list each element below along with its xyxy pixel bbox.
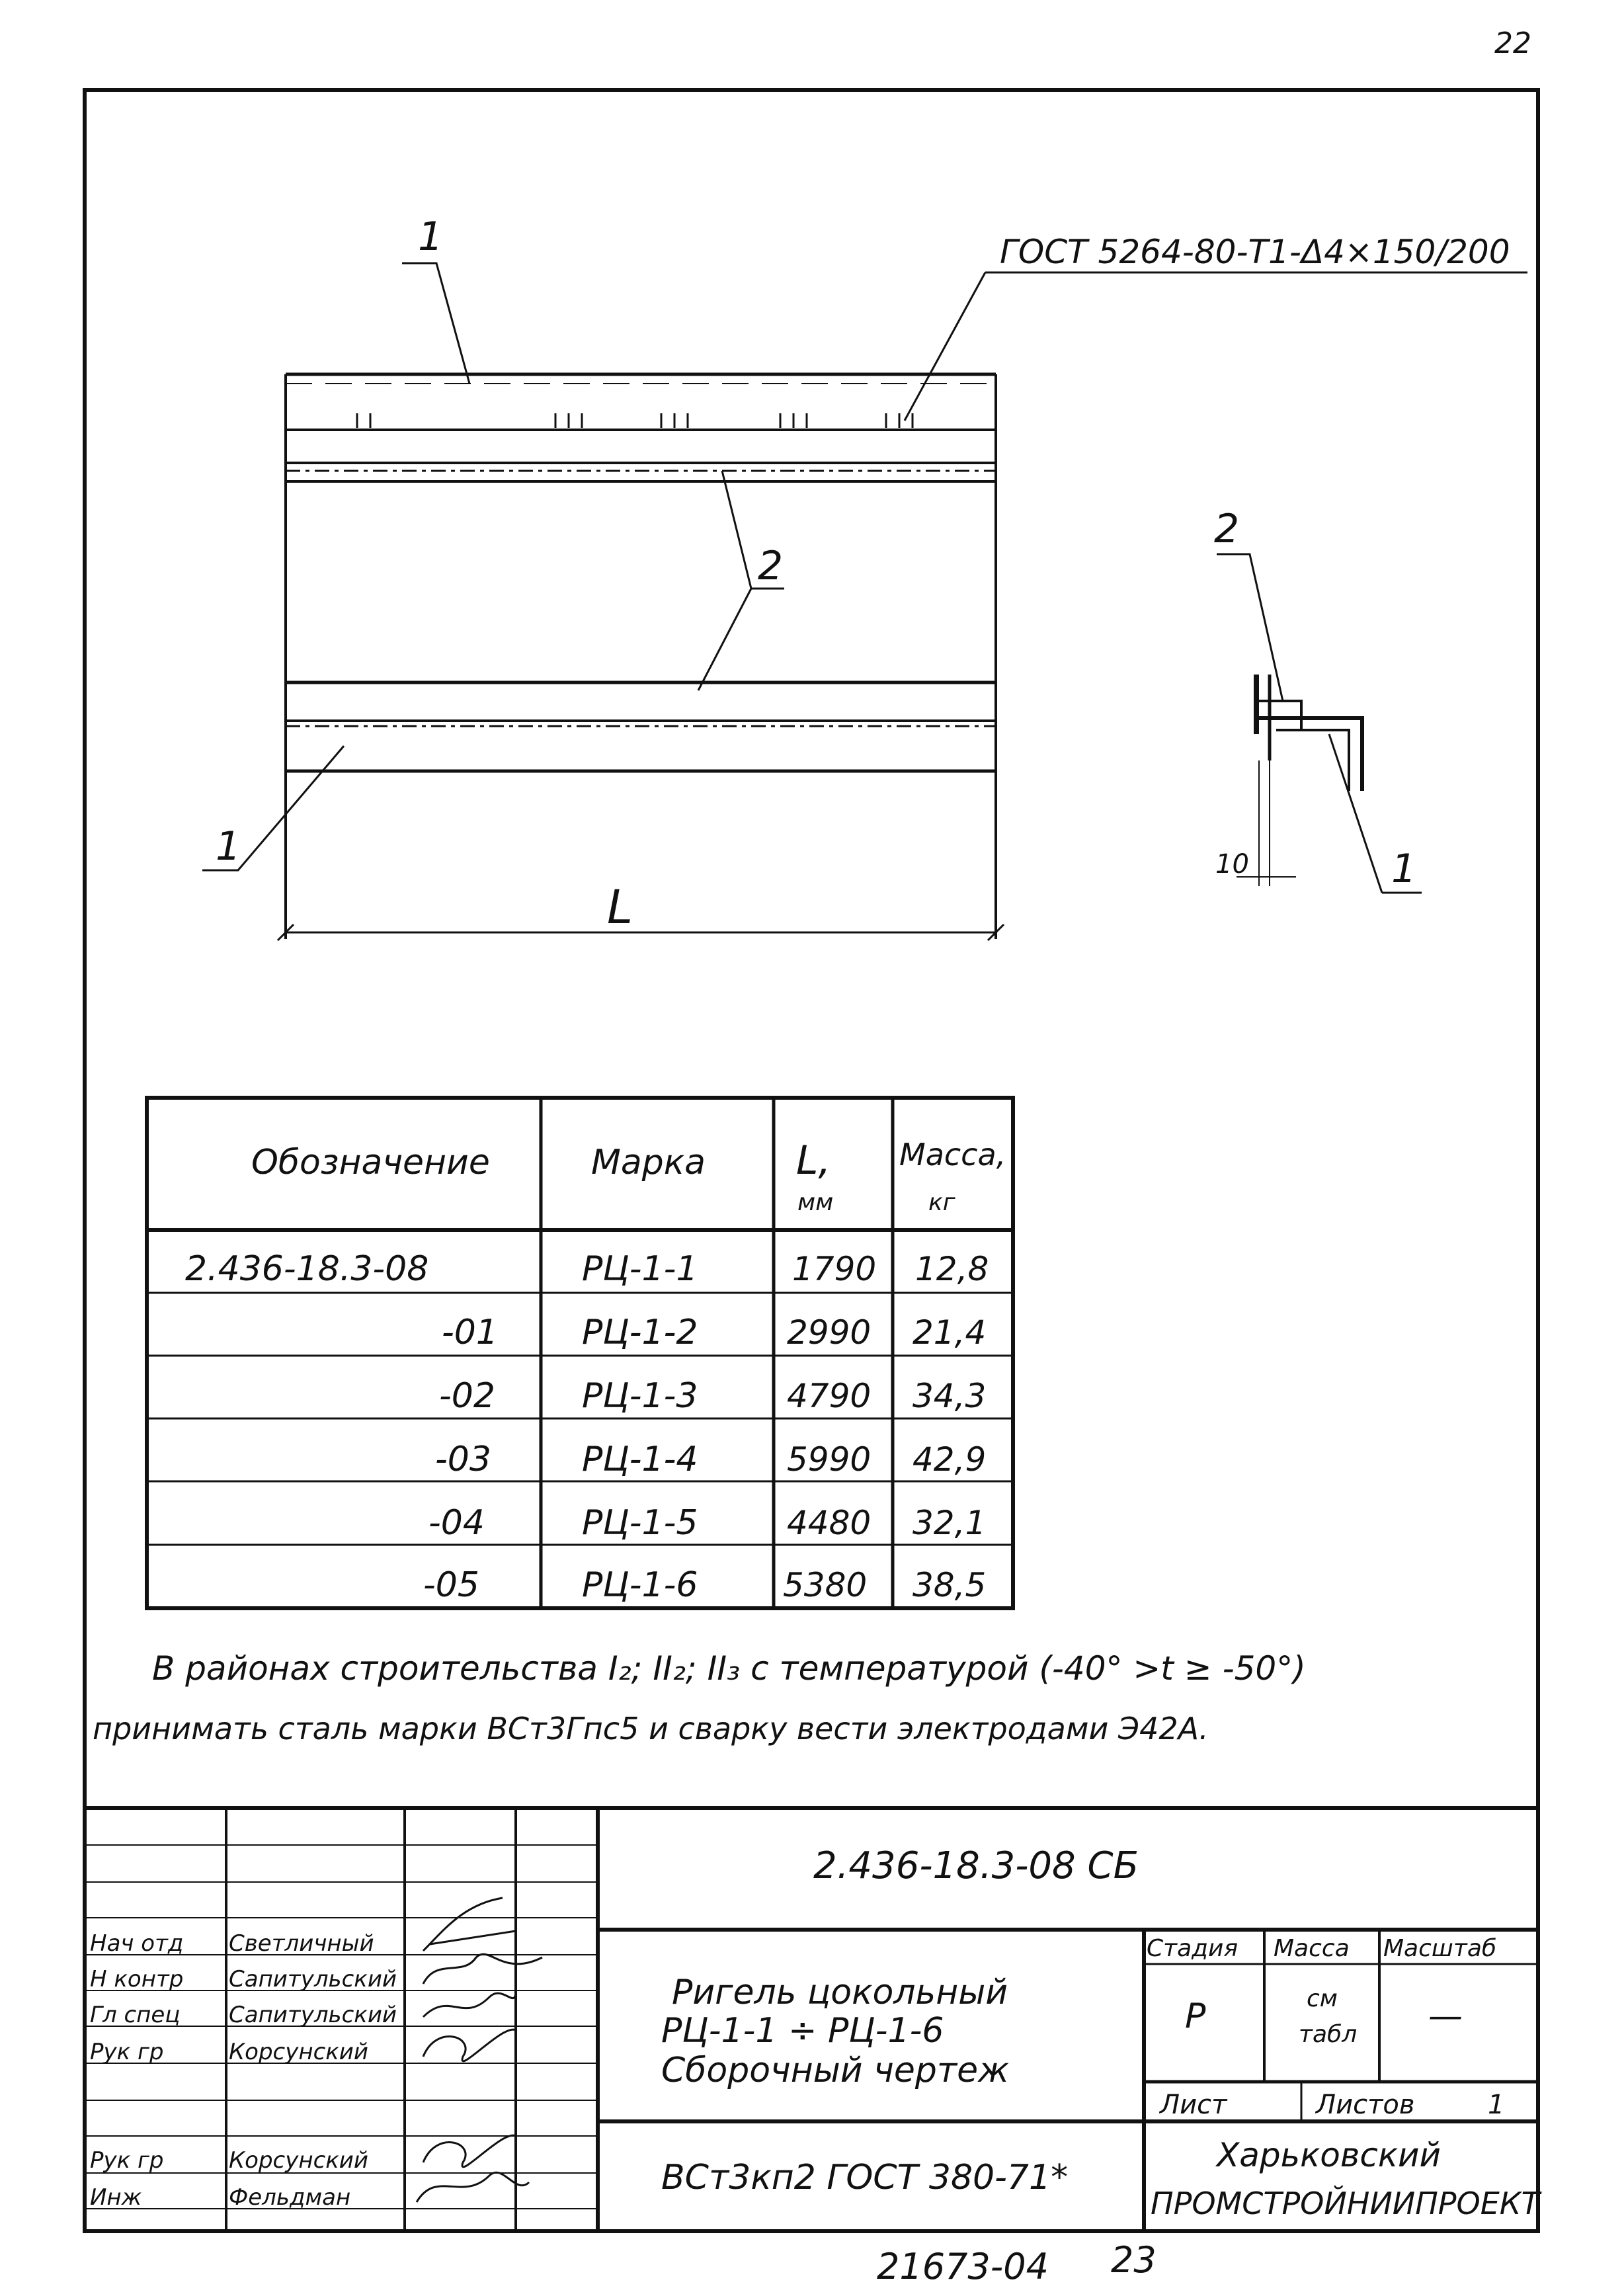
page-number: 22 (1494, 26, 1531, 60)
signature-name: Сапитульский (229, 2002, 397, 2028)
callout-1-top: 1 (418, 214, 444, 260)
cell-mass: 12,8 (915, 1250, 989, 1288)
length-label: L (607, 880, 633, 934)
cell-mark: РЦ-1-1 (582, 1249, 698, 1289)
cell-mark: РЦ-1-2 (582, 1313, 698, 1352)
signature-name: Корсунский (229, 2039, 368, 2065)
signature-name: Светличный (229, 1930, 374, 1957)
title-line-3: Сборочный чертеж (661, 2051, 1009, 2090)
note-line-1: В районах строительства I₂; II₂; II₃ с температурой (-40° >t ≥ -50°) (152, 1649, 1306, 1688)
cell-mass: 34,3 (913, 1377, 987, 1415)
signature-role: Инж (90, 2184, 142, 2211)
cell-designation: 2.436-18.3-08 (185, 1249, 429, 1289)
cell-mark: РЦ-1-3 (582, 1376, 698, 1416)
cell-designation: -04 (428, 1503, 485, 1543)
mass-value-2: табл (1299, 2021, 1358, 2048)
cell-length: 1790 (792, 1250, 877, 1288)
callout-1-bottom: 1 (216, 823, 241, 870)
signature-role: Гл спец (90, 2002, 181, 2028)
doc-number: 2.436-18.3-08 СБ (813, 1844, 1139, 1887)
sheets-label: Листов (1316, 2090, 1415, 2120)
header-designation: Обозначение (251, 1143, 490, 1182)
cell-length: 5380 (783, 1566, 868, 1604)
sheet-label: Лист (1160, 2090, 1227, 2120)
cell-length: 4790 (787, 1377, 872, 1415)
title-line-1: Ригель цокольный (672, 1973, 1008, 2012)
scale-value: — (1428, 1996, 1463, 2036)
section-dim-10: 10 (1215, 849, 1249, 880)
cell-length: 4480 (787, 1504, 872, 1542)
footer-page: 23 (1111, 2239, 1157, 2281)
stage-header: Стадия (1147, 1935, 1238, 1962)
header-length: L, (796, 1137, 831, 1184)
mass-value-1: см (1307, 1985, 1338, 2012)
beam-elevation (202, 263, 1527, 940)
table-row (428, 1503, 986, 1543)
section-callout-1: 1 (1391, 846, 1417, 892)
cell-mass: 21,4 (913, 1313, 987, 1352)
header-length-unit: мм (797, 1189, 834, 1216)
table-row (442, 1313, 986, 1352)
header-mark: Марка (591, 1143, 706, 1182)
table-row (435, 1440, 986, 1479)
cell-designation: -05 (423, 1565, 479, 1605)
archive-number: 21673-04 (877, 2246, 1049, 2287)
signature-role: Н контр (90, 1966, 184, 1992)
cell-designation: -03 (435, 1440, 491, 1479)
gost-weld-note: ГОСТ 5264-80-Т1-Δ4×150/200 (1000, 233, 1510, 271)
title-line-2: РЦ-1-1 ÷ РЦ-1-6 (661, 2011, 944, 2051)
cell-mass: 32,1 (913, 1504, 987, 1542)
table-row (439, 1376, 986, 1416)
cell-mass: 42,9 (913, 1440, 987, 1479)
signature-name: Сапитульский (229, 1966, 397, 1992)
note-line-2: принимать сталь марки ВСт3Гпс5 и сварку вести электродами Э42А. (93, 1711, 1209, 1746)
mass-header: Масса (1274, 1935, 1350, 1962)
cell-length: 5990 (787, 1440, 872, 1479)
cell-mark: РЦ-1-6 (582, 1565, 698, 1605)
header-mass-unit: кг (928, 1189, 955, 1216)
cell-mark: РЦ-1-5 (582, 1503, 698, 1543)
stage-value: Р (1185, 1996, 1206, 2036)
org-line-2: ПРОМСТРОЙНИИПРОЕКТ (1151, 2186, 1540, 2221)
cell-mass: 38,5 (913, 1566, 987, 1604)
signature-role: Рук гр (90, 2039, 164, 2065)
beam-section (1217, 554, 1422, 893)
cell-designation: -02 (439, 1376, 495, 1416)
signature-name: Фельдман (229, 2184, 351, 2211)
section-callout-2: 2 (1214, 506, 1240, 552)
table-row (185, 1249, 989, 1289)
signature-role: Нач отд (90, 1930, 184, 1957)
signature-name: Корсунский (229, 2147, 368, 2174)
signature-role: Рук гр (90, 2147, 164, 2174)
sheets-value: 1 (1488, 2090, 1505, 2120)
org-line-1: Харьковский (1217, 2136, 1441, 2174)
cell-length: 2990 (787, 1313, 872, 1352)
material-spec: ВСт3кп2 ГОСТ 380-71* (661, 2158, 1069, 2197)
table-row (423, 1565, 986, 1605)
table-rows (185, 1249, 989, 1605)
header-mass: Масса, (899, 1137, 1006, 1172)
cell-mark: РЦ-1-4 (582, 1440, 698, 1479)
callout-2-middle: 2 (758, 543, 784, 589)
cell-designation: -01 (442, 1313, 498, 1352)
signature-list (90, 1930, 397, 2211)
scale-header: Масштаб (1383, 1935, 1497, 1962)
